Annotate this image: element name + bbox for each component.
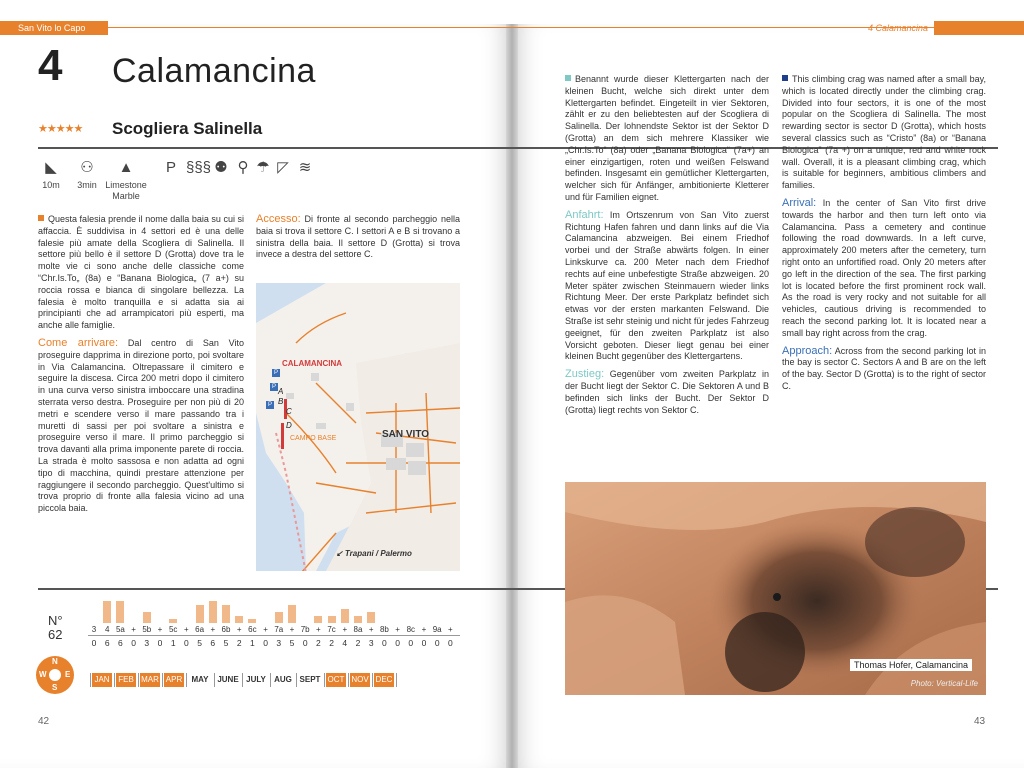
- compass-n: N: [52, 657, 58, 666]
- running-head-right-label: 4 Calamancina: [867, 23, 928, 33]
- month-divider: [372, 673, 373, 687]
- grade-count: 5: [223, 638, 229, 648]
- grade-bar: [116, 601, 124, 623]
- grade-bar: [367, 612, 375, 623]
- italian-column-1: [38, 214, 244, 515]
- approach-distance-label: 10m: [42, 180, 60, 190]
- compass-center: [49, 669, 61, 681]
- family-icon: ⚉: [214, 159, 228, 176]
- grade-count: 6: [210, 638, 216, 648]
- walking-time-icon: ⚇: [80, 159, 94, 176]
- grade-label: +: [342, 625, 348, 634]
- grade-bar: [209, 601, 217, 623]
- grade-bar: [328, 616, 336, 623]
- grade-bar: [275, 612, 283, 623]
- running-head-rule-left: [108, 27, 990, 28]
- map-sector-b: B: [278, 397, 284, 406]
- grade-label: +: [263, 625, 268, 634]
- month-june: JUNE: [217, 675, 239, 684]
- grade-bar: [248, 619, 256, 623]
- month-may: MAY: [191, 675, 209, 684]
- rock-type-icon: ▲: [118, 159, 134, 176]
- grade-label: +: [448, 625, 453, 634]
- grade-label: +: [157, 625, 163, 634]
- grade-label: 3: [91, 625, 97, 634]
- grade-label: +: [421, 625, 427, 634]
- month-feb: FEB: [116, 673, 136, 687]
- crag-map: [256, 283, 460, 571]
- grade-count: 2: [236, 638, 242, 648]
- grade-count: 0: [302, 638, 308, 648]
- italian-access-heading: Accesso:: [256, 213, 301, 225]
- grade-bar: [169, 619, 177, 623]
- grade-count: 2: [316, 638, 321, 648]
- month-sept: SEPT: [299, 675, 321, 684]
- page-number-left: 42: [38, 716, 50, 727]
- month-divider: [396, 673, 397, 687]
- compass-s: S: [52, 683, 58, 692]
- grade-count: 1: [170, 638, 176, 648]
- month-divider: [296, 673, 297, 687]
- grade-count: 4: [342, 638, 348, 648]
- grade-bar: [143, 612, 151, 623]
- grade-label: 7b: [300, 625, 310, 634]
- grade-label: 8b: [379, 625, 389, 634]
- compass-e: E: [65, 670, 71, 679]
- month-oct: OCT: [326, 673, 346, 687]
- italian-column-2: [256, 214, 460, 261]
- month-dec: DEC: [374, 673, 394, 687]
- grade-label: 9a: [432, 625, 442, 634]
- grade-count: 6: [118, 638, 123, 648]
- map-sector-d: D: [286, 421, 292, 430]
- quickdraws-icon: §§§: [186, 159, 212, 176]
- grade-count: 0: [434, 638, 440, 648]
- month-apr: APR: [164, 673, 184, 687]
- parking-icon: P: [165, 159, 176, 176]
- month-divider: [348, 673, 349, 687]
- grade-count: 3: [276, 638, 282, 648]
- book-gutter: [506, 24, 518, 768]
- grade-label: +: [131, 625, 136, 634]
- english-access-heading: Approach:: [782, 344, 833, 357]
- star-rating: ★★★★★: [38, 123, 83, 135]
- grade-axis: [88, 635, 460, 636]
- map-sector-a: A: [278, 387, 284, 396]
- wind-icon: ≋: [298, 159, 312, 176]
- month-aug: AUG: [274, 675, 292, 684]
- grade-count: 5: [197, 638, 202, 648]
- month-divider: [270, 673, 271, 687]
- crag-title: Calamancina: [112, 52, 316, 90]
- grade-label: 6a: [195, 625, 205, 634]
- crag-number: 4: [38, 41, 63, 90]
- month-divider: [162, 673, 163, 687]
- grade-label: 7a: [274, 625, 284, 634]
- grade-label: +: [236, 625, 242, 634]
- grade-count: 3: [144, 638, 150, 648]
- english-arrival-heading: Arrival:: [782, 196, 817, 209]
- approach-distance-icon: ◣: [45, 159, 57, 176]
- month-divider: [90, 673, 91, 687]
- grade-count: 2: [329, 638, 334, 648]
- grade-bar: [288, 605, 296, 623]
- page-number-right: 43: [974, 716, 986, 727]
- grade-label: 5a: [115, 625, 125, 634]
- route-total-label: N°: [48, 613, 63, 628]
- grade-bar: [354, 616, 362, 623]
- crag-subtitle: Scogliera Salinella: [112, 119, 263, 138]
- grade-label: +: [395, 625, 400, 634]
- map-sector-c: C: [286, 407, 292, 416]
- grade-bar: [314, 616, 322, 623]
- grade-count: 0: [91, 638, 97, 648]
- german-access-heading: Zustieg:: [565, 368, 605, 381]
- compass-w: W: [39, 670, 47, 679]
- map-parking-3: P: [267, 402, 272, 408]
- english-intro: This climbing crag was named after a small bay, which is located directly under the climbing crag. Divided into four sectors, it is one of the most popular on the Scogliera di Salinella. The most rewarding sector is sector D (Grotta), which hosts several classics such as “Cristo” (8a) or “Banana Biologica” (7a +) on a unique, red and white rock wall. Overall, it is a pleasant climbing crag, which is suitable for beginners, ambitious climbers and families.: [782, 74, 986, 191]
- month-divider: [242, 673, 243, 687]
- grade-label: 5b: [142, 625, 152, 634]
- grade-bar: [222, 605, 230, 623]
- grade-count: 5: [289, 638, 295, 648]
- grade-count: 0: [382, 638, 387, 648]
- italian-arrival: Dal centro di San Vito proseguire dapprima in direzione porto, poi svoltare in Via Calamancina. Oltrepassare il cimitero e seguire la discesa. Circa 200 metri dopo il cimitero in una curva verso sinistra imboccare una stradina sterrata verso destra. Proseguire per non più di 20 metri e scendere verso il mare passando tra i muretti di sassi per poi svoltare a sinistra e proseguire verso il mare. Il primo parcheggio si trova davanti alla prima imponente parete di roccia. La strada è molto sassosa e non adatta ad ogni tipo di macchina, quindi prestare attenzione per raggiungere il secondo parcheggio. Quest'ultimo si trova proprio di fronte alla falesia vicino ad una piccola baia.: [38, 337, 244, 514]
- italian-marker-icon: [38, 215, 44, 221]
- photo-credit: Photo: Vertical-Life: [910, 679, 978, 688]
- grade-label: +: [368, 625, 374, 634]
- grade-count: 2: [355, 638, 361, 648]
- grade-count: 0: [184, 638, 189, 648]
- grade-count: 0: [263, 638, 268, 648]
- route-total-value: 62: [48, 627, 63, 643]
- month-jan: JAN: [92, 673, 112, 687]
- grade-count: 6: [104, 638, 110, 648]
- walk-icon: ⚲: [237, 159, 249, 176]
- month-divider: [138, 673, 139, 687]
- italian-access: Di fronte al secondo parcheggio nella baia si trova il settore C. I settori A e B si trovano a sinistra della baia. Il settore D (Grotta) si trova invece a destra del settore C.: [256, 214, 460, 260]
- grade-bar: [235, 616, 243, 623]
- grade-bar: [103, 601, 111, 623]
- route-total: [48, 614, 63, 643]
- grade-label: +: [316, 625, 321, 634]
- italian-arrival-heading: Come arrivare:: [38, 336, 119, 349]
- photo-caption: Thomas Hofer, Calamancina: [850, 659, 972, 671]
- grade-count: 0: [408, 638, 414, 648]
- grade-label: +: [210, 625, 216, 634]
- map-parking-2: P: [271, 384, 276, 390]
- grade-count: 0: [157, 638, 163, 648]
- english-arrival: In the center of San Vito first drive towards the harbor and then turn left onto via Calamancina. Pass a cemetery and continue following the road downwards. In a left curve, approximately 200 meters after the cemetery, turn right onto an unfortified road. Only 20 meters after go left in the direction of the sea. The first parking lot is located before the first prominent rock wall. As the road is very rocky and not suitable for all vehicles, cautious driving is recommended to reach the second parking lot. It is located near a small bay right across from the crag.: [782, 197, 986, 338]
- grade-count: 3: [368, 638, 374, 648]
- german-intro: Benannt wurde dieser Klettergarten nach der kleinen Bucht, welche sich direkt unter dem Klettergarten befindet. Eingeteilt in vier Sektoren, zählt er zu den beliebtesten auf der Scogliera di Salinella. Der lohnendste Sektor ist der Sektor D (Grotta) an dem sich mehrere Klassiker wie „Chr.Is.To“ (8a) oder „Banana Biologica“ (7a+) an einer einzigartigen, roten und weißen Felswand befinden. Insgesamt ein gemütlicher Klettergarten, welcher sich für Anfänger, ambitionierte Kletterer und für Familien eignet.: [565, 74, 769, 202]
- italian-intro: Questa falesia prende il nome dalla baia su cui si affaccia. È suddivisa in 4 settori ed è una delle falesie più amate della Scogliera di Salinella. Il settore più bello è il settore D (Grotta) dove tra le molte vie ci sono anche delle classiche come “Chr.Is.To„ (8a) e “Banana Biologica„ (7 a+) su roccia rossa e bianca di singolare bellezza. La falesia è molto tranquilla e si adatta sia ai principianti che ad arrampicatori più esperti, ma anche alle famiglie.: [38, 214, 244, 331]
- german-arrival-heading: Anfahrt:: [565, 208, 604, 221]
- grade-count: 1: [250, 638, 255, 648]
- german-marker-icon: [565, 75, 571, 81]
- month-mar: MAR: [140, 673, 160, 687]
- grade-count: 0: [421, 638, 427, 648]
- running-head-right: [867, 21, 1024, 35]
- grade-bar: [196, 605, 204, 623]
- grade-label: +: [289, 625, 295, 634]
- shade-icon: ☂: [256, 159, 270, 176]
- grade-label: 6c: [248, 625, 257, 634]
- map-direction-label: ↙ Trapani / Palermo: [336, 549, 412, 558]
- grade-count: 0: [395, 638, 400, 648]
- grade-count: 0: [131, 638, 136, 648]
- compass-icon: [36, 656, 74, 694]
- walking-time-label: 3min: [77, 180, 97, 190]
- month-divider: [114, 673, 115, 687]
- grade-label: 7c: [327, 625, 336, 634]
- grade-label: 4: [104, 625, 110, 634]
- map-camp-label: CAMPO BASE: [290, 435, 337, 442]
- month-divider: [214, 673, 215, 687]
- rock-type-label: Limestone Marble: [105, 180, 147, 201]
- map-town-label: SAN VITO: [382, 429, 430, 440]
- grade-label: 6b: [221, 625, 231, 634]
- english-marker-icon: [782, 75, 788, 81]
- month-divider: [324, 673, 325, 687]
- grade-count: 0: [448, 638, 453, 648]
- overhang-icon: ◸: [277, 159, 289, 176]
- grade-label: 8a: [353, 625, 363, 634]
- map-parking-1: P: [273, 370, 278, 376]
- month-nov: NOV: [350, 673, 370, 687]
- german-access: Gegenüber vom zweiten Parkplatz in der Bucht liegt der Sektor C. Die Sektoren A und B befinden sich links der Bucht. Der Sektor D (Grotta) liegt rechts von Sektor C.: [565, 369, 769, 415]
- month-july: JULY: [246, 675, 266, 684]
- month-divider: [186, 673, 187, 687]
- german-column: [565, 74, 769, 416]
- english-access: Across from the second parking lot in the bay is sector C. Sectors A and B are on the left of the bay. Sector D (Grotta) is to the right of sector C.: [782, 345, 986, 391]
- german-arrival: Im Ortszenrum von San Vito zuerst Richtung Hafen fahren und dann links auf die Via Calamancina abzweigen. Bei einem Friedhof vorbei und der Straße abwärts folgen. In einer Linkskurve ca. 200 Meter nach dem Friedhof rechts auf eine unbefestigte Straße abzweigen. 20 Meter später zwischen Steinmauern wieder links Richtung Meer. Der erste Parkplatz befindet sich etwas vor der ersten markanten Felswand. Die Straße ist sehr steinig und nicht für jedes Fahrzeug geeignet, für den zweiten Parkplatz ist also Vorsicht geboten. Dieser liegt genau bei einer kleinen Bucht gegenüber des Klettergartens.: [565, 209, 769, 362]
- map-crag-label: CALAMANCINA: [282, 359, 342, 368]
- grade-label: 5c: [168, 625, 178, 634]
- grade-label: +: [184, 625, 189, 634]
- running-head-left: San Vito lo Capo: [0, 21, 108, 35]
- grade-bar: [341, 609, 349, 623]
- english-column: [782, 74, 986, 393]
- grade-label: 8c: [406, 625, 416, 634]
